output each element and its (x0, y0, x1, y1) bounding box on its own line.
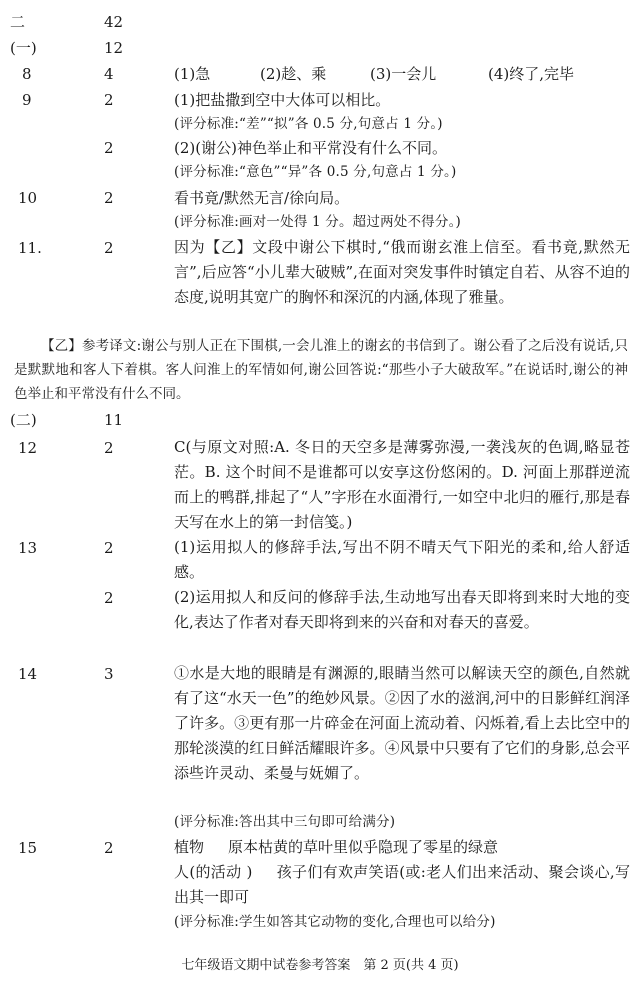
answer-text: ①水是大地的眼睛是有渊源的,眼睛当然可以解读天空的颜色,自然就有了这“水天一色”的绝妙风景。②因了水的滋润,河中的日影鲜红润泽了许多。③更有那一片碎金在河面上流动着、闪烁着,看上去比空中的那轮淡漠的红日鲜活耀眼许多。④风景中只要有了它们的身影,总会平添些许灵动、柔曼与妩媚了。 (174, 664, 630, 782)
option-3: (3)一会儿 (370, 65, 437, 83)
question-number: 13 (18, 539, 38, 557)
question-score: 2 (104, 839, 114, 857)
answer-text: (1)运用拟人的修辞手法,写出不阴不晴天气下阳光的柔和,给人舒适感。 (174, 538, 630, 581)
category-people: 人(的活动 ) (174, 863, 253, 881)
option-4: (4)终了,完毕 (488, 65, 575, 83)
scoring-note: (评分标准:画对一处得 1 分。超过两处不得分。) (174, 214, 462, 230)
question-score: 3 (104, 665, 114, 683)
scoring-note: (评分标准:答出其中三句即可给满分) (174, 814, 396, 830)
question-score: 2 (104, 439, 114, 457)
section-label: 二 (10, 13, 26, 31)
scoring-note: (评分标准:“差”“拟”各 0.5 分,句意占 1 分。) (174, 116, 443, 132)
question-number: 14 (18, 665, 38, 683)
people-change: 孩子们有欢声笑语(或:老人们出来活动、聚会谈心,写出其一即可 (174, 863, 630, 906)
question-score: 2 (104, 589, 114, 607)
answer-line-2 (174, 860, 630, 910)
section-label: (二) (10, 411, 37, 429)
option-1: (1)急 (174, 65, 211, 83)
category-plant: 植物 (174, 838, 205, 856)
scoring-note: (评分标准:“意色”“异”各 0.5 分,句意占 1 分。) (174, 164, 457, 180)
section-score: 11 (104, 411, 124, 429)
question-score: 2 (104, 539, 114, 557)
answer-options (174, 64, 630, 84)
section-score: 42 (104, 13, 124, 31)
page-footer: 七年级语文期中试卷参考答案 第 2 页(共 4 页) (181, 958, 459, 973)
scoring-note: (评分标准:学生如答其它动物的变化,合理也可以给分) (174, 914, 496, 930)
question-number: 10 (18, 189, 38, 207)
section-label: (一) (10, 39, 37, 57)
answer-line-1 (174, 835, 630, 860)
answer-text (174, 835, 630, 910)
answer-text: 看书竟/默然无言/徐向局。 (174, 189, 350, 207)
section-score: 12 (104, 39, 124, 57)
question-score: 4 (104, 65, 114, 83)
question-number: 9 (22, 91, 32, 109)
plant-change: 原本枯黄的草叶里似乎隐现了零星的绿意 (228, 838, 499, 856)
question-score: 2 (104, 189, 114, 207)
answer-text: (2)运用拟人和反问的修辞手法,生动地写出春天即将到来时大地的变化,表达了作者对春天即将到来的兴奋和对春天的喜爱。 (174, 588, 630, 631)
question-number: 12 (18, 439, 38, 457)
question-number: 8 (22, 65, 32, 83)
question-number: 15 (18, 839, 38, 857)
question-score: 2 (104, 91, 114, 109)
answer-text: C(与原文对照:A. 冬日的天空多是薄雾弥漫,一袭浅灰的色调,略显苍茫。B. 这个时间不是谁都可以安享这份悠闲的。D. 河面上那群逆流而上的鸭群,排起了“人”字形在水面滑行,一如空中北归的雁行,那是春天写在水上的第一封信笺。) (174, 438, 630, 531)
answer-text: (1)把盐撒到空中大体可以相比。 (174, 91, 391, 109)
answer-text: 因为【乙】文段中谢公下棋时,“俄而谢玄淮上信至。看书竟,默然无言”,后应答“小儿辈大破贼”,在面对突发事件时镇定自若、从容不迫的态度,说明其宽广的胸怀和深沉的内涵,体现了雅量。 (174, 238, 630, 306)
question-score: 2 (104, 139, 114, 157)
reference-translation: 【乙】参考译文:谢公与别人正在下围棋,一会儿淮上的谢玄的书信到了。谢公看了之后没有说话,只是默默地和客人下着棋。客人问淮上的军情如何,谢公回答说:“那些小子大破敌军。”在说话时,谢公的神色举止和平常没有什么不同。 (14, 338, 628, 402)
question-score: 2 (104, 239, 114, 257)
answer-text: (2)(谢公)神色举止和平常没有什么不同。 (174, 139, 447, 157)
question-number: 11. (18, 239, 42, 257)
option-2: (2)趁、乘 (260, 65, 327, 83)
